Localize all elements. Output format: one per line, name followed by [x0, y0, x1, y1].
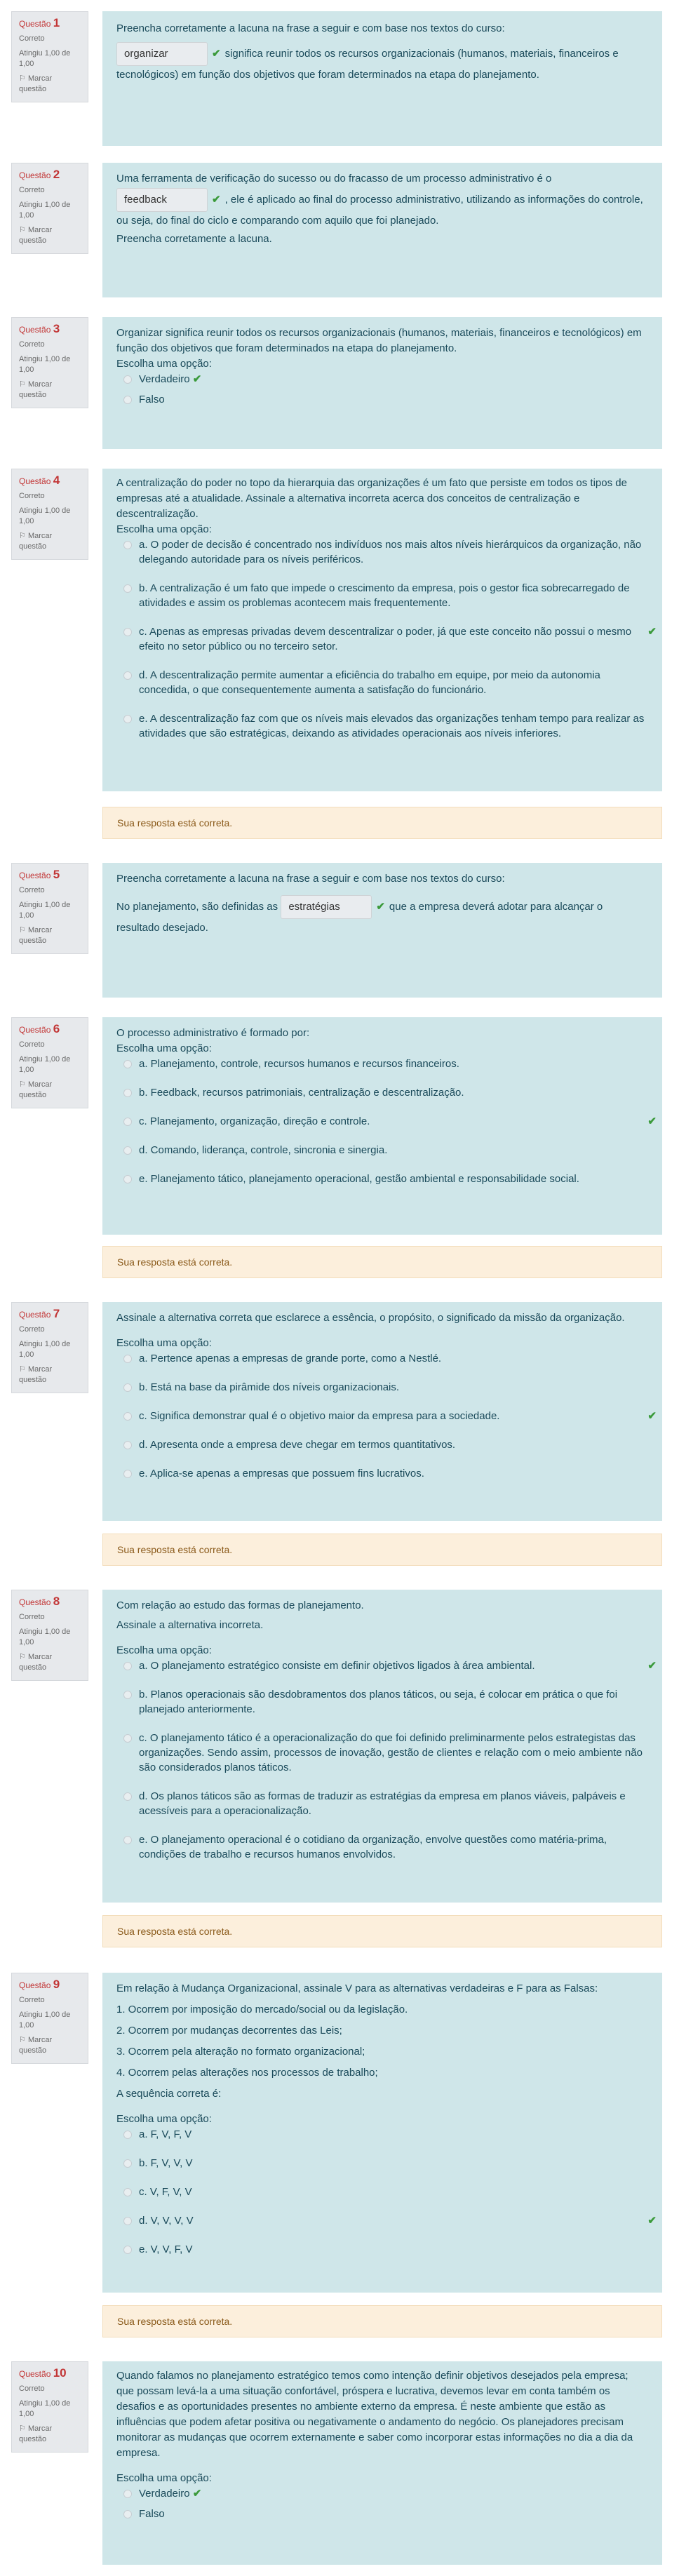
check-icon: ✔: [647, 1410, 657, 1422]
question-number: [19, 869, 81, 881]
check-icon: ✔: [212, 47, 221, 60]
flag-icon: ⚐: [19, 2424, 26, 2433]
flag-label: Marcar questão: [19, 532, 53, 551]
radio-icon[interactable]: [123, 2131, 132, 2139]
option-label: Falso: [139, 2508, 165, 2520]
option-a[interactable]: [116, 1056, 648, 1071]
question-text: A centralização do poder no topo da hierarquia das organizações é um fato que persiste em todos os tipos de empresas até a atualidade. Assinale a alternativa incorreta acerca dos conceitos de centralização e descentralização.: [116, 477, 627, 520]
grade-label: Atingiu 1,00 de 1,00: [19, 1055, 71, 1074]
option-e[interactable]: [116, 2242, 648, 2257]
sequence-prompt: A sequência correta é:: [116, 2088, 222, 2100]
option-false[interactable]: [116, 392, 648, 407]
grade-label: Atingiu 1,00 de 1,00: [19, 355, 71, 374]
question-text: Uma ferramenta de verificação do sucesso ou do fracasso de um processo administrativo é o: [116, 173, 552, 185]
question-text: Preencha corretamente a lacuna na frase a seguir e com base nos textos do curso:: [116, 22, 505, 34]
radio-icon[interactable]: [123, 1175, 132, 1183]
flag-question-link[interactable]: [19, 1080, 81, 1101]
flag-label: Marcar questão: [19, 74, 53, 93]
option-c[interactable]: [116, 1731, 648, 1775]
state-label: Correto: [19, 186, 45, 194]
question-number: [19, 2368, 81, 2380]
radio-icon[interactable]: [123, 1470, 132, 1478]
option-c[interactable]: [116, 1114, 657, 1129]
question-info-9: [11, 1973, 88, 2064]
question-content-6: [102, 1017, 662, 1235]
flag-question-link[interactable]: [19, 531, 81, 552]
option-label: e. A descentralização faz com que os níveis mais elevados das organizações tenham tempo para realizar as atividades que são estratégicas, deixando as atividades operacionais aos níveis inferiores.: [139, 713, 645, 739]
option-label: Falso: [139, 394, 165, 405]
question-text: Com relação ao estudo das formas de planejamento.: [116, 1599, 364, 1611]
radio-icon[interactable]: [123, 2246, 132, 2254]
flag-question-link[interactable]: [19, 925, 81, 946]
flag-question-link[interactable]: [19, 2035, 81, 2056]
choose-prompt: Escolha uma opção:: [116, 358, 212, 370]
feedback-box: Sua resposta está correta.: [102, 1915, 662, 1947]
question-content-9: [102, 1973, 662, 2293]
gap-answer[interactable]: estratégias: [281, 895, 372, 919]
radio-icon[interactable]: [123, 628, 132, 636]
question-label: Questão: [19, 170, 51, 180]
option-a[interactable]: [116, 2127, 648, 2142]
check-icon: ✔: [192, 2488, 202, 2500]
check-icon: ✔: [192, 373, 202, 385]
choose-prompt: Escolha uma opção:: [116, 1337, 212, 1349]
flag-label: Marcar questão: [19, 2424, 53, 2443]
radio-icon[interactable]: [123, 1118, 132, 1126]
feedback-box: Sua resposta está correta.: [102, 2305, 662, 2337]
question-text-post: que a empresa deverá adotar para alcançar o resultado desejado.: [116, 900, 603, 934]
flag-label: Marcar questão: [19, 1653, 53, 1672]
flag-question-link[interactable]: [19, 380, 81, 401]
grade-label: Atingiu 1,00 de 1,00: [19, 1340, 71, 1359]
flag-icon: ⚐: [19, 1080, 26, 1089]
option-label: a. O poder de decisão é concentrado nos indivíduos nos mais altos níveis hierárquicos da organização, não delegando autoridade para os níveis periféricos.: [139, 539, 642, 565]
flag-label: Marcar questão: [19, 1080, 53, 1099]
question-info-5: [11, 863, 88, 954]
state-label: Correto: [19, 34, 45, 43]
radio-icon[interactable]: [123, 2188, 132, 2196]
option-label: d. Apresenta onde a empresa deve chegar em termos quantitativos.: [139, 1439, 456, 1451]
question-label: Questão: [19, 476, 51, 486]
option-label: a. Planejamento, controle, recursos humanos e recursos financeiros.: [139, 1058, 459, 1070]
question-content-7: [102, 1302, 662, 1521]
option-label: d. Os planos táticos são as formas de traduzir as estratégias da empresa em planos viáveis, palpáveis e acessíveis para a operacionalização.: [139, 1790, 626, 1817]
option-label: d. V, V, V, V: [139, 2215, 194, 2227]
question-label: Questão: [19, 1025, 51, 1035]
question-content-3: [102, 317, 662, 449]
option-label: a. F, V, F, V: [139, 2128, 192, 2140]
radio-icon[interactable]: [123, 671, 132, 680]
question-number: [19, 169, 81, 181]
flag-icon: ⚐: [19, 74, 26, 83]
option-b[interactable]: [116, 581, 648, 610]
flag-question-link[interactable]: [19, 225, 81, 246]
radio-icon[interactable]: [123, 2510, 132, 2518]
option-label: e. O planejamento operacional é o cotidiano da organização, envolve questões como matéria-prima, condições de trabalho e recursos humanos envolvidos.: [139, 1834, 607, 1860]
flag-icon: ⚐: [19, 1653, 26, 1661]
check-icon: ✔: [647, 1660, 657, 1672]
option-a[interactable]: [116, 1658, 657, 1673]
option-d[interactable]: [116, 1437, 648, 1452]
grade-label: Atingiu 1,00 de 1,00: [19, 201, 71, 220]
option-label: b. Planos operacionais são desdobramentos dos planos táticos, ou seja, é colocar em prática o que foi planejado anteriormente.: [139, 1689, 618, 1715]
option-e[interactable]: [116, 711, 648, 741]
question-text: Quando falamos no planejamento estratégico temos como intenção definir objetivos desejados pela empresa; que possam levá-la a uma situação confortável, próspera e lucrativa, devemos levar em conta também os desafios e as oportunidades presentes no ambiente externo da empresa. É neste ambiente que estão as influências que podem afetar positiva ou negativamente o andamento do negócio. Os planejadores precisam monitorar as mudanças que ocorrem externamente e saber como incorporar estas informações no dia a dia da empresa.: [116, 2370, 633, 2459]
option-e[interactable]: [116, 1466, 648, 1481]
question-label: Questão: [19, 1310, 51, 1320]
flag-question-link[interactable]: [19, 2424, 81, 2445]
option-c[interactable]: [116, 1409, 657, 1423]
question-num: 8: [53, 1595, 60, 1608]
state-label: Correto: [19, 1325, 45, 1334]
question-instruction: Preencha corretamente a lacuna.: [116, 233, 272, 245]
question-number: [19, 323, 81, 335]
question-text: Assinale a alternativa correta que esclarece a essência, o propósito, o significado da missão da organização.: [116, 1312, 625, 1324]
state-label: Correto: [19, 886, 45, 894]
flag-icon: ⚐: [19, 2036, 26, 2044]
question-info-3: [11, 317, 88, 408]
option-b[interactable]: [116, 2156, 648, 2171]
state-label: Correto: [19, 492, 45, 500]
radio-icon[interactable]: [123, 715, 132, 723]
grade-label: Atingiu 1,00 de 1,00: [19, 507, 71, 525]
radio-icon[interactable]: [123, 1146, 132, 1155]
radio-icon[interactable]: [123, 1383, 132, 1392]
question-num: 9: [53, 1978, 60, 1991]
option-b[interactable]: [116, 1085, 648, 1100]
flag-icon: ⚐: [19, 532, 26, 540]
check-icon: ✔: [212, 193, 221, 206]
choose-prompt: Escolha uma opção:: [116, 2472, 212, 2484]
question-info-8: [11, 1590, 88, 1681]
question-num: 10: [53, 2366, 67, 2380]
option-true[interactable]: [116, 372, 648, 387]
check-icon: ✔: [376, 900, 385, 913]
choose-prompt: Escolha uma opção:: [116, 1042, 212, 1054]
state-label: Correto: [19, 1996, 45, 2004]
question-label: Questão: [19, 1597, 51, 1607]
flag-label: Marcar questão: [19, 2036, 53, 2055]
option-label: c. V, F, V, V: [139, 2186, 192, 2198]
flag-icon: ⚐: [19, 1365, 26, 1374]
statement-item: 1. Ocorrem por imposição do mercado/social ou da legislação.: [116, 2004, 408, 2015]
option-label: e. Aplica-se apenas a empresas que possuem fins lucrativos.: [139, 1468, 424, 1480]
radio-icon[interactable]: [123, 1355, 132, 1363]
radio-icon[interactable]: [123, 2159, 132, 2168]
radio-icon[interactable]: [123, 1691, 132, 1699]
question-content-4: [102, 469, 662, 791]
option-label: a. O planejamento estratégico consiste em definir objetivos ligados à área ambiental.: [139, 1660, 535, 1672]
flag-label: Marcar questão: [19, 380, 53, 399]
flag-question-link[interactable]: [19, 1364, 81, 1386]
state-label: Correto: [19, 1040, 45, 1049]
question-content-2: [102, 163, 662, 297]
option-e[interactable]: [116, 1832, 648, 1862]
option-label: Verdadeiro: [139, 373, 190, 385]
question-label: Questão: [19, 325, 51, 335]
question-info-10: [11, 2361, 88, 2453]
grade-label: Atingiu 1,00 de 1,00: [19, 901, 71, 920]
radio-icon[interactable]: [123, 1060, 132, 1068]
statement-item: 2. Ocorrem por mudanças decorrentes das Leis;: [116, 2025, 342, 2037]
question-number: [19, 1596, 81, 1608]
question-label: Questão: [19, 2369, 51, 2379]
option-b[interactable]: [116, 1687, 648, 1717]
option-e[interactable]: [116, 1172, 648, 1186]
radio-icon[interactable]: [123, 1662, 132, 1670]
option-false[interactable]: [116, 2507, 648, 2521]
option-c[interactable]: [116, 624, 657, 654]
option-label: b. F, V, V, V: [139, 2157, 193, 2169]
flag-question-link[interactable]: [19, 74, 81, 95]
radio-icon[interactable]: [123, 541, 132, 549]
flag-icon: ⚐: [19, 926, 26, 934]
question-number: [19, 18, 81, 29]
option-label: d. A descentralização permite aumentar a eficiência do trabalho em equipe, por meio da autonomia concedida, o que consequentemente aumenta a satisfação do funcionário.: [139, 669, 600, 696]
question-num: 3: [53, 322, 60, 335]
grade-label: Atingiu 1,00 de 1,00: [19, 49, 71, 68]
flag-icon: ⚐: [19, 226, 26, 234]
question-number: [19, 1979, 81, 1991]
radio-icon[interactable]: [123, 1836, 132, 1844]
option-label: b. Feedback, recursos patrimoniais, centralização e descentralização.: [139, 1087, 464, 1099]
option-true[interactable]: [116, 2486, 648, 2501]
question-info-4: [11, 469, 88, 560]
option-label: d. Comando, liderança, controle, sincronia e sinergia.: [139, 1144, 388, 1156]
option-label: c. O planejamento tático é a operacionalização do que foi definido preliminarmente pelos estrategistas das organizações. Sendo assim, processos de inovação, gestão de clientes e relação com o meio ambiente não são considerados planos táticos.: [139, 1732, 643, 1773]
radio-icon[interactable]: [123, 1412, 132, 1421]
question-info-1: [11, 11, 88, 102]
option-label: c. Apenas as empresas privadas devem descentralizar o poder, já que este conceito não possui o mesmo efeito no setor público ou no terceiro setor.: [139, 626, 632, 652]
flag-label: Marcar questão: [19, 226, 53, 245]
question-text-post: , ele é aplicado ao final do processo administrativo, utilizando as informações do controle, ou seja, do final do ciclo e comparando com aquilo que foi planejado.: [116, 193, 643, 227]
radio-icon[interactable]: [123, 1734, 132, 1743]
question-info-7: [11, 1302, 88, 1393]
grade-label: Atingiu 1,00 de 1,00: [19, 2011, 71, 2030]
question-content-5: [102, 863, 662, 998]
question-text: Em relação à Mudança Organizacional, assinale V para as alternativas verdadeiras e F para as Falsas:: [116, 1983, 598, 1994]
radio-icon[interactable]: [123, 2217, 132, 2225]
feedback-box: Sua resposta está correta.: [102, 1534, 662, 1566]
option-label: Verdadeiro: [139, 2488, 190, 2500]
choose-prompt: Escolha uma opção:: [116, 1644, 212, 1656]
question-info-6: [11, 1017, 88, 1108]
state-label: Correto: [19, 2384, 45, 2393]
grade-label: Atingiu 1,00 de 1,00: [19, 1628, 71, 1646]
choose-prompt: Escolha uma opção:: [116, 2113, 212, 2125]
gap-answer[interactable]: feedback: [116, 188, 208, 212]
question-num: 4: [53, 474, 60, 487]
option-d[interactable]: [116, 2213, 657, 2228]
question-number: [19, 1308, 81, 1320]
flag-icon: ⚐: [19, 380, 26, 389]
question-text: Organizar significa reunir todos os recursos organizacionais (humanos, materiais, financeiros e tecnológicos) em função dos objetivos que foram determinados na etapa do planejamento.: [116, 327, 642, 354]
option-d[interactable]: [116, 1143, 648, 1158]
flag-label: Marcar questão: [19, 1365, 53, 1384]
radio-icon[interactable]: [123, 2490, 132, 2498]
radio-icon[interactable]: [123, 1441, 132, 1449]
option-label: c. Planejamento, organização, direção e controle.: [139, 1115, 370, 1127]
question-num: 6: [53, 1022, 60, 1035]
radio-icon[interactable]: [123, 396, 132, 404]
radio-icon[interactable]: [123, 584, 132, 593]
option-d[interactable]: [116, 1789, 648, 1818]
question-text: Preencha corretamente a lacuna na frase a seguir e com base nos textos do curso:: [116, 873, 505, 885]
question-label: Questão: [19, 871, 51, 880]
question-number: [19, 1024, 81, 1035]
flag-label: Marcar questão: [19, 926, 53, 945]
radio-icon[interactable]: [123, 375, 132, 384]
state-label: Correto: [19, 340, 45, 349]
option-label: b. Está na base da pirâmide dos níveis organizacionais.: [139, 1381, 400, 1393]
option-label: e. V, V, F, V: [139, 2243, 193, 2255]
radio-icon[interactable]: [123, 1792, 132, 1801]
check-icon: ✔: [647, 626, 657, 638]
flag-question-link[interactable]: [19, 1652, 81, 1673]
option-b[interactable]: [116, 1380, 648, 1395]
option-label: b. A centralização é um fato que impede o crescimento da empresa, pois o gestor fica sobrecarregado de atividades e assim os problemas acontecem mais frequentemente.: [139, 582, 630, 609]
question-num: 2: [53, 168, 60, 181]
option-label: e. Planejamento tático, planejamento operacional, gestão ambiental e responsabilidade social.: [139, 1173, 579, 1185]
radio-icon[interactable]: [123, 1089, 132, 1097]
statement-item: 3. Ocorrem pela alteração no formato organizacional;: [116, 2046, 365, 2058]
question-label: Questão: [19, 19, 51, 29]
state-label: Correto: [19, 1613, 45, 1621]
check-icon: ✔: [647, 1115, 657, 1127]
feedback-box: Sua resposta está correta.: [102, 1246, 662, 1278]
question-text-2: Assinale a alternativa incorreta.: [116, 1619, 264, 1631]
question-label: Questão: [19, 1980, 51, 1990]
check-icon: ✔: [647, 2215, 657, 2227]
option-label: a. Pertence apenas a empresas de grande porte, como a Nestlé.: [139, 1353, 442, 1364]
choose-prompt: Escolha uma opção:: [116, 523, 212, 535]
gap-answer[interactable]: organizar: [116, 42, 208, 66]
grade-label: Atingiu 1,00 de 1,00: [19, 2399, 71, 2418]
option-a[interactable]: [116, 537, 648, 567]
question-num: 7: [53, 1307, 60, 1320]
question-text-post: significa reunir todos os recursos organizacionais (humanos, materiais, financeiros e tecnológicos) em função dos objetivos que foram determinados na etapa do planejamento.: [116, 47, 619, 81]
question-content-10: [102, 2361, 662, 2565]
question-text-lead: No planejamento, são definidas as: [116, 900, 278, 913]
question-text: O processo administrativo é formado por:: [116, 1027, 310, 1039]
feedback-box: Sua resposta está correta.: [102, 807, 662, 839]
option-a[interactable]: [116, 1351, 648, 1366]
option-c[interactable]: [116, 2185, 648, 2199]
question-num: 1: [53, 16, 60, 29]
question-content-8: [102, 1590, 662, 1903]
question-info-2: [11, 163, 88, 254]
question-num: 5: [53, 868, 60, 881]
question-number: [19, 475, 81, 487]
option-d[interactable]: [116, 668, 648, 697]
option-label: c. Significa demonstrar qual é o objetivo maior da empresa para a sociedade.: [139, 1410, 500, 1422]
statement-item: 4. Ocorrem pelas alterações nos processos de trabalho;: [116, 2067, 378, 2079]
question-content-1: [102, 11, 662, 146]
